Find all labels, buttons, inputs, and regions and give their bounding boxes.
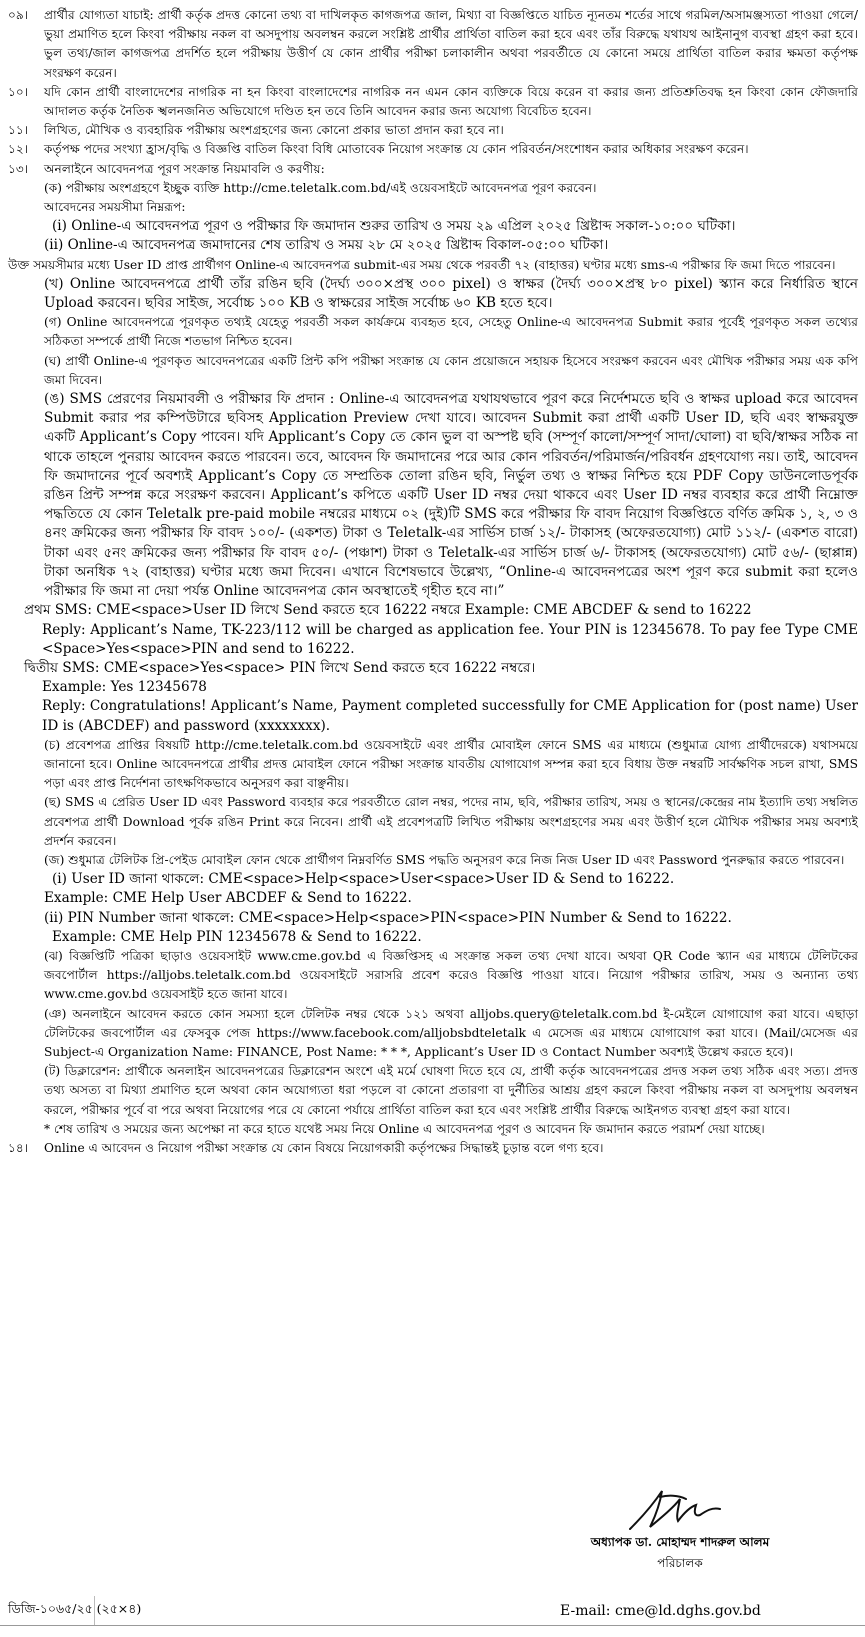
sub-clause-ka: (ক) পরীক্ষায় অংশগ্রহণে ইচ্ছুক ব্যক্তি http://cme.teletalk.com.bd/এই ওয়েবসাইটে আবেদনপত্র পূরণ করবেন। xyxy=(44,180,597,195)
clause-text: কর্তৃপক্ষ পদের সংখ্যা হ্রাস/বৃদ্ধি ও বিজ্ঞপ্তি বাতিল কিংবা বিধি মোতাবেক নিয়োগ সংক্রান্ত যে কোন পরিবর্তন/সংশোধন করার অধিকার সংরক্ষণ করেন। xyxy=(44,142,749,157)
recover-pin-example: Example: CME Help PIN 12345678 & Send to 16222. xyxy=(52,928,422,945)
clause-09 xyxy=(8,6,858,83)
clause-number: ১১। xyxy=(8,123,29,138)
signatory-name: অধ্যাপক ডা. মোহাম্মদ শাদরুল আলম xyxy=(590,1535,770,1549)
signatory-designation: পরিচালক xyxy=(657,1556,703,1570)
sub-clause-chha: (ছ) SMS এ প্রেরিত User ID এবং Password ব্যবহার করে পরবর্তীতে রোল নম্বর, পদের নাম, ছবি, পরীক্ষার তারিখ, সময় ও স্থানের/কেন্দ্রের নাম ইত্যাদি তথ্য সম্বলিত প্রবেশপত্র প্রার্থী Download পূর্বক রঙিন Print করে নিবেন। প্রার্থী এই প্রবেশপত্রটি লিখিত পরীক্ষায় অংশগ্রহণের সময় এবং উত্তীর্ণ হলে মৌখিক পরীক্ষার সময় অবশ্যই প্রদর্শন করবেন। xyxy=(44,795,858,848)
dg-code: ডিজি-১০৬৫/২৫ (২৫×৪) xyxy=(8,1601,142,1616)
sub-clause-jha: (ঝ) বিজ্ঞপ্তিটি পত্রিকা ছাড়াও ওয়েবসাইট www.cme.gov.bd এ বিজ্ঞপ্তিসহ এ সংক্রান্ত সকল তথ্য দেখা যাবে। অথবা QR Code স্ক্যান এর মাধ্যমে টেলিটকের জবপোর্টাল https://alljobs.teletalk.com.bd ওয়েবসাইটে সরাসরি প্রবেশ করেও বিজ্ঞপ্তি পাওয়া যাবে। নিয়োগ পরীক্ষার তারিখ, সময় ও অন্যান্য তথ্য www.cme.gov.bd ওয়েবসাইট হতে জানা যাবে। xyxy=(44,948,858,1002)
clause-10 xyxy=(8,83,858,121)
sub-clause-kha: (খ) Online আবেদনপত্রে প্রার্থী তাঁর রঙিন ছবি (দৈর্ঘ্য ৩০০×প্রস্থ ৩০০ pixel) ও স্বাক্ষর (দৈর্ঘ্য ৩০০×প্রস্থ ৮০ pixel) স্ক্যান করে নির্ধারিত স্থানে Upload করবেন। ছবির সাইজ, সর্বোচ্চ ১০০ KB ও স্বাক্ষরের সাইজ সর্বোচ্চ ৬০ KB হতে হবে। xyxy=(44,275,858,312)
document-body xyxy=(8,6,858,1158)
clause-text: Online এ আবেদন ও নিয়োগ পরীক্ষা সংক্রান্ত যে কোন বিষয়ে নিয়োগকারী কর্তৃপক্ষের সিদ্ধান্তই চূড়ান্ত বলে গণ্য হবে। xyxy=(44,1140,604,1155)
clause-14 xyxy=(8,1139,858,1158)
second-sms: দ্বিতীয় SMS: CME<space>Yes<space> PIN লিখে Send করতে হবে 16222 নম্বরে। xyxy=(24,659,536,676)
clause-13 xyxy=(8,160,858,179)
clause-number: ১৩। xyxy=(8,161,29,176)
schedule-start: (i) Online-এ আবেদনপত্র পূরণ ও পরীক্ষার ফি জমাদান শুরুর তারিখ ও সময় ২৯ এপ্রিল ২০২৫ খ্রিষ্টাব্দ সকাল-১০:০০ ঘটিকা। xyxy=(52,218,736,235)
schedule-end: (ii) Online-এ আবেদনপত্র জমাদানের শেষ তারিখ ও সময় ২৮ মে ২০২৫ খ্রিষ্টাব্দ বিকাল-০৫:০০ ঘটিকা। xyxy=(44,237,609,254)
sub-clause-cha: (চ) প্রবেশপত্র প্রাপ্তির বিষয়টি http://cme.teletalk.com.bd ওয়েবসাইটে এবং প্রার্থীর মোবাইল ফোনে SMS এর মাধ্যমে (শুধুমাত্র যোগ্য প্রার্থীদেরকে) যথাসময়ে জানানো হবে। Online আবেদনপত্রে প্রার্থীর প্রদত্ত মোবাইল ফোনে পরীক্ষা সংক্রান্ত যাবতীয় যোগাযোগ সম্পন্ন করা হবে বিধায় উক্ত নম্বরটি সার্বক্ষণিক সচল রাখা, SMS পড়া এবং প্রাপ্ত নির্দেশনা তাৎক্ষণিকভাবে অনুসরণ করা বাঞ্ছনীয়। xyxy=(44,737,858,791)
clause-11 xyxy=(8,121,858,140)
recover-pin: (ii) PIN Number জানা থাকলে: CME<space>Help<space>PIN<space>PIN Number & Send to 16222. xyxy=(44,909,732,926)
clause-number: ১০। xyxy=(8,84,29,99)
sub-clause-uma: (ঙ) SMS প্রেরণের নিয়মাবলী ও পরীক্ষার ফি প্রদান : Online-এ আবেদনপত্র যথাযথভাবে পূরণ করে নির্দেশমতে ছবি ও স্বাক্ষর upload করে আবেদন Submit করার পর কম্পিউটারে ছবিসহ Application Preview দেখা যাবে। আবেদন Submit করা প্রার্থী একটি User ID, ছবি এবং স্বাক্ষরযুক্ত একটি Applicant’s Copy পাবেন। যদি Applicant’s Copy তে কোন ভুল বা অস্পষ্ট ছবি (সম্পূর্ণ কালো/সম্পূর্ণ সাদা/ঘোলা) বা ছবি/স্বাক্ষর সঠিক না থাকে তাহলে পুনরায় আবেদন করতে পারবেন। তবে, আবেদন ফি জমাদানের পরে আর কোন পরিবর্তন/পরিমার্জন/পরিবর্ধন গ্রহণযোগ্য নয়। তাই, আবেদন ফি জমাদানের পূর্বে অবশ্যই Applicant’s Copy তে সম্প্রতিক তোলা রঙিন ছবি, নির্ভুল তথ্য ও স্বাক্ষর নিশ্চিত হয়ে PDF Copy ডাউনলোডপূর্বক রঙিন প্রিন্ট সম্পন্ন করে সংরক্ষণ করবেন। Applicant’s কপিতে একটি User ID নম্বর দেয়া থাকবে এবং User ID নম্বর ব্যবহার করে প্রার্থী নিম্নোক্ত পদ্ধতিতে যে কোন Teletalk pre-paid mobile নম্বরের মাধ্যমে ০২ (দুই)টি SMS করে পরীক্ষার ফি বাবদ নিয়োগ বিজ্ঞপ্তিতে বর্ণিত ক্রমিক ১, ২, ৩ ও ৪নং ক্রমিকের জন্য পরীক্ষার ফি বাবদ ১০০/- (একশত) টাকা ও Teletalk-এর সার্ভিস চার্জ ১২/- টাকাসহ (অফেরতযোগ্য) মোট ১১২/- (একশত বারো) টাকা এবং ৫নং ক্রমিকের জন্য পরীক্ষার ফি বাবদ ৫০/- (পঞ্চাশ) টাকা ও Teletalk-এর সার্ভিস চার্জ ৬/- টাকাসহ (অফেরতযোগ্য) মোট ৫৬/- (ছাপ্পান্ন) টাকা অনধিক ৭২ (বাহাত্তর) ঘণ্টার মধ্যে জমা দিবেন। এখানে বিশেষভাবে উল্লেখ্য, “Online-এ আবেদনপত্রের অংশ পূরণ করে submit করা হলেও পরীক্ষার ফি জমা না দেয়া পর্যন্ত Online আবেদনপত্র কোন অবস্থাতেই গৃহীত হবে না।” xyxy=(44,391,858,600)
sub-clause-ja: (জ) শুধুমাত্র টেলিটক প্রি-পেইড মোবাইল ফোন থেকে প্রার্থীগণ নিম্নবর্ণিত SMS পদ্ধতি অনুসরণ করে নিজ নিজ User ID এবং Password পুনরুদ্ধার করতে পারবেন। xyxy=(44,852,845,867)
sub-clause-ta: (ট) ডিক্লারেশন: প্রার্থীকে অনলাইন আবেদনপত্রের ডিক্লারেশন অংশে এই মর্মে ঘোষণা দিতে হবে যে, প্রার্থী কর্তৃক আবেদনপত্রের প্রদত্ত সকল তথ্য সঠিক এবং সত্য। প্রদত্ত তথ্য অসত্য বা মিথ্যা প্রমাণিত হলে অথবা কোন অযোগ্যতা ধরা পড়লে বা কোনো প্রতারণা বা দুর্নীতির আশ্রয় গ্রহণ করলে কিংবা পরীক্ষায় নকল বা অসদুপায় অবলম্বন করলে, পরীক্ষার পূর্বে বা পরে অথবা নিয়োগের পরে যে কোনো পর্যায়ে প্রার্থিতা বাতিল করা হবে এবং সংশ্লিষ্ট প্রার্থীর বিরুদ্ধে আইনগত ব্যবস্থা গ্রহণ করা যাবে। xyxy=(44,1064,858,1117)
schedule-heading: আবেদনের সময়সীমা নিম্নরূপ: xyxy=(44,200,186,215)
deadline-advice-note: * শেষ তারিখ ও সময়ের জন্য অপেক্ষা না করে হাতে যথেষ্ট সময় নিয়ে Online এ আবেদনপত্র পূরণ ও আবেদন ফি জমাদান করতে পরামর্শ দেয়া যাচ্ছে। xyxy=(44,1121,765,1136)
recover-user-id: (i) User ID জানা থাকলে: CME<space>Help<space>User<space>User ID & Send to 16222. xyxy=(52,871,675,888)
clause-number: ১৪। xyxy=(8,1140,29,1155)
clause-text: যদি কোন প্রার্থী বাংলাদেশের নাগরিক না হন কিংবা বাংলাদেশের নাগরিক নন এমন কোন ব্যক্তিকে বিয়ে করেন বা করার জন্য প্রতিশ্রুতিবদ্ধ হন কিংবা কোন ফৌজদারি আদালত কর্তৃক নৈতিক স্খলনজনিত অভিযোগে দণ্ডিত হন তবে তিনি আবেদন করার জন্য অযোগ্য বিবেচিত হবেন। xyxy=(44,84,858,119)
clause-text: প্রার্থীর যোগ্যতা যাচাই: প্রার্থী কর্তৃক প্রদত্ত কোনো তথ্য বা দাখিলকৃত কাগজপত্র জাল, মিথ্যা বা বিজ্ঞপ্তিতে যাচিত ন্যূনতম শর্তের সাথে গরমিল/অসামঞ্জস্যতা পাওয়া গেলে/ভুয়া প্রমাণিত হলে কিংবা পরীক্ষায় নকল বা অসদুপায় অবলম্বন করলে সংশ্লিষ্ট প্রার্থীর প্রার্থিতা বাতিল করা হবে এবং তাঁর বিরুদ্ধে যথাযথ আইনানুগ ব্যবস্থা গ্রহণ করা হবে। ভুল তথ্য/জাল কাগজপত্র প্রদর্শিত হলে পরীক্ষায় উত্তীর্ণ যে কোন প্রার্থীর পরীক্ষা চলাকালীন অথবা পরবর্তীতে যে কোনো সময়ে প্রার্থিতা বাতিল করার ক্ষমতা কর্তৃপক্ষ সংরক্ষণ করেন। xyxy=(44,8,858,80)
signature-block xyxy=(530,1487,830,1533)
bottom-rule xyxy=(0,1625,865,1626)
sub-clause-nya: (ঞ) অনলাইনে আবেদন করতে কোন সমস্যা হলে টেলিটক নম্বর থেকে ১২১ অথবা alljobs.query@teletalk.com.bd ই-মেইলে যোগাযোগ করা যাবে। এছাড়া টেলিটকের জবপোর্টাল এর ফেসবুক পেজ https://www.facebook.com/alljobsbdteletalk এ মেসেজ এর মাধ্যমে যোগাযোগ করা যাবে। (Mail/মেসেজ এর Subject-এ Organization Name: FINANCE, Post Name: * * *, Applicant’s User ID ও Contact Number অবশ্যই উল্লেখ করতে হবে)। xyxy=(44,1006,858,1059)
clause-number: ০৯। xyxy=(8,8,29,22)
clause-12 xyxy=(8,140,858,159)
handwritten-signature xyxy=(620,1487,740,1533)
first-sms-reply: Reply: Applicant’s Name, TK-223/112 will be charged as application fee. Your PIN is 12345678. To pay fee Type CME <Space>Yes<space>PIN and send to 16222. xyxy=(42,621,858,657)
fee-window-note: উক্ত সময়সীমার মধ্যে User ID প্রাপ্ত প্রার্থীগণ Online-এ আবেদনপত্র submit-এর সময় থেকে পরবর্তী ৭২ (বাহাত্তর) ঘণ্টার মধ্যে sms-এ পরীক্ষার ফি জমা দিতে পারবেন। xyxy=(8,257,836,272)
second-sms-reply: Reply: Congratulations! Applicant’s Name, Payment completed successfully for CME Application for (post name) User ID is (ABCDEF) and password (xxxxxxxx). xyxy=(42,698,859,734)
first-sms: প্রথম SMS: CME<space>User ID লিখে Send করতে হবে 16222 নম্বরে Example: CME ABCDEF & send to 16222 xyxy=(24,602,752,619)
sub-clause-gha: (ঘ) প্রার্থী Online-এ পূরণকৃত আবেদনপত্রের একটি প্রিন্ট কপি পরীক্ষা সংক্রান্ত যে কোন প্রয়োজনে সহায়ক হিসেবে সংরক্ষণ করবেন এবং মৌখিক পরীক্ষার সময় এক কপি জমা দিবেন। xyxy=(44,353,858,387)
clause-text: অনলাইনে আবেদনপত্র পূরণ সংক্রান্ত নিয়মাবলি ও করণীয়: xyxy=(44,161,325,176)
clause-text: লিখিত, মৌখিক ও ব্যবহারিক পরীক্ষায় অংশগ্রহণের জন্য কোনো প্রকার ভাতা প্রদান করা হবে না। xyxy=(44,123,504,138)
contact-email: E-mail: cme@ld.dghs.gov.bd xyxy=(560,1603,761,1619)
clause-number: ১২। xyxy=(8,142,29,157)
sub-clause-ga: (গ) Online আবেদনপত্রে পূরণকৃত তথ্যই যেহেতু পরবর্তী সকল কার্যক্রমে ব্যবহৃত হবে, সেহেতু Online-এ আবেদনপত্র Submit করার পূর্বেই পূরণকৃত সকল তথ্যের সঠিকতা সম্পর্কে প্রার্থী নিজে শতভাগ নিশ্চিত হবেন। xyxy=(44,315,858,349)
recover-user-id-example: Example: CME Help User ABCDEF & Send to 16222. xyxy=(44,890,412,907)
second-sms-example: Example: Yes 12345678 xyxy=(42,679,207,696)
